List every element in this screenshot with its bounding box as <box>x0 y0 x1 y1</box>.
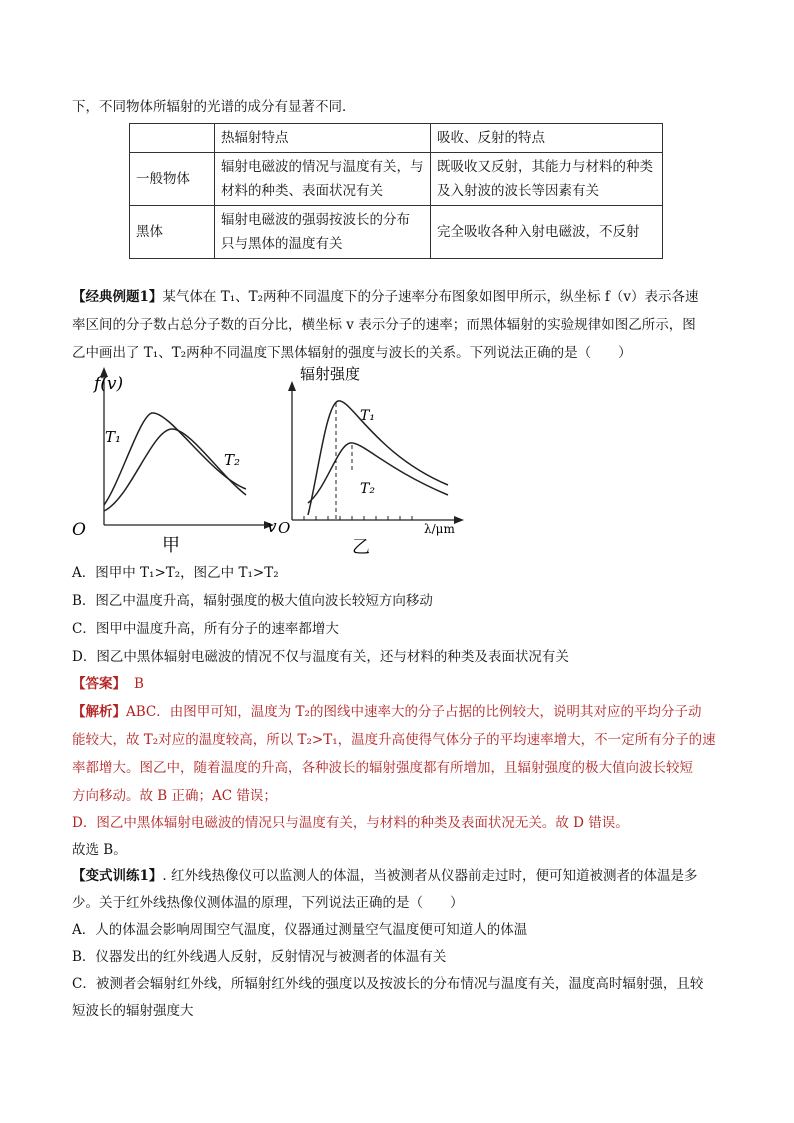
cell-line: 及入射波的波长等因素有关 <box>437 183 599 199</box>
table-cell-thermal <box>215 153 431 206</box>
example-text: 某气体在 T₁、T₂两种不同温度下的分子速率分布图象如图甲所示，纵坐标 f（v）表示各速 <box>162 289 699 305</box>
figure-speed-distribution <box>70 365 285 560</box>
table-header-row <box>130 124 663 153</box>
table-header-cell: 吸收、反射的特点 <box>431 124 663 153</box>
table-cell-absorb <box>431 153 663 206</box>
table-header-cell <box>130 124 215 153</box>
origin-label: O <box>278 519 291 537</box>
variant-line-1 <box>72 866 698 886</box>
y-axis-label: f(v) <box>94 374 124 394</box>
curve-label-t2: T₂ <box>224 451 241 469</box>
analysis-text: ABC．由图甲可知，温度为 T₂的图线中速率大的分子占据的比例较大，说明其对应的平均分子动 <box>126 704 702 720</box>
figure-blackbody-radiation <box>276 365 466 560</box>
analysis-line-4: 方向移动。故 B 正确；AC 错误； <box>72 788 277 804</box>
comparison-table <box>129 123 663 259</box>
analysis-line-3: 率都增大。图乙中，随着温度的升高，各种波长的辐射强度都有所增加，且辐射强度的极大值向波长较短 <box>72 760 693 776</box>
option-a: A．图甲中 T₁>T₂，图乙中 T₁>T₂ <box>72 565 279 581</box>
curve-label-t1: T₁ <box>105 428 122 446</box>
cell-line: 辐射电磁波的强弱按波长的分布 <box>221 212 410 228</box>
example-line-1 <box>72 287 698 307</box>
variant-line-2: 少。关于红外线热像仪测体温的原理，下列说法正确的是（ ） <box>72 895 464 911</box>
analysis-line-2: 能较大，故 T₂对应的温度较高，所以 T₂>T₁，温度升高使得气体分子的平均速率增大，不一定所有分子的速 <box>72 732 716 748</box>
answer-tag: 【答案】 <box>72 676 126 692</box>
variant-tag: 【变式训练1】 <box>72 868 163 884</box>
variant-option-b: B．仪器发出的红外线遇人反射，反射情况与被测者的体温有关 <box>72 949 447 965</box>
x-axis-label: v <box>267 517 277 537</box>
table-row <box>130 153 663 206</box>
x-axis-arrow <box>454 516 464 524</box>
table-cell-name: 黑体 <box>130 206 215 259</box>
y-axis-label: 辐射强度 <box>300 365 361 383</box>
answer-line <box>72 674 144 694</box>
analysis-conclusion: 故选 B。 <box>72 842 127 858</box>
variant-text: . 红外线热像仪可以监测人的体温，当被测者从仪器前走过时，便可知道被测者的体温是多 <box>162 868 698 884</box>
cell-line: 材料的种类、表面状况有关 <box>221 183 383 199</box>
example-line-2: 率区间的分子数占总分子数的百分比，横坐标 v 表示分子的速率；而黑体辐射的实验规律如图乙所示，图 <box>72 317 696 333</box>
figure-caption: 乙 <box>352 537 370 558</box>
cell-line: 辐射电磁波的情况与温度有关，与 <box>221 159 424 175</box>
variant-option-a: A．人的体温会影响周围空气温度，仪器通过测量空气温度便可知道人的体温 <box>72 922 528 938</box>
table-header-cell: 热辐射特点 <box>215 124 431 153</box>
option-c: C．图甲中温度升高，所有分子的速率都增大 <box>72 621 339 637</box>
example-tag: 【经典例题1】 <box>72 289 163 305</box>
curve-t2 <box>308 443 448 503</box>
example-line-3: 乙中画出了 T₁、T₂两种不同温度下黑体辐射的强度与波长的关系。下列说法正确的是（ ） <box>72 345 632 361</box>
curve-label-t2: T₂ <box>360 481 375 497</box>
cell-line: 完全吸收各种入射电磁波，不反射 <box>437 224 640 240</box>
origin-label: O <box>72 520 86 540</box>
variant-option-c: C．被测者会辐射红外线，所辐射红外线的强度以及按波长的分布情况与温度有关，温度高时辐射强，且较 <box>72 976 704 992</box>
analysis-line-5: D．图乙中黑体辐射电磁波的情况只与温度有关，与材料的种类及表面状况无关。故 D 错误。 <box>72 815 629 831</box>
curve-t2 <box>104 429 246 511</box>
table-row <box>130 206 663 259</box>
variant-option-c-cont: 短波长的辐射强度大 <box>72 1003 194 1019</box>
analysis-line-1 <box>72 702 701 722</box>
y-axis-arrow <box>288 381 296 391</box>
table-cell-name: 一般物体 <box>130 153 215 206</box>
x-axis-label: λ/μm <box>424 522 455 536</box>
option-b: B．图乙中温度升高，辐射强度的极大值向波长较短方向移动 <box>72 593 433 609</box>
table-cell-absorb <box>431 206 663 259</box>
table-cell-thermal <box>215 206 431 259</box>
cell-line: 只与黑体的温度有关 <box>221 236 343 252</box>
curve-label-t1: T₁ <box>360 408 375 424</box>
option-d: D．图乙中黑体辐射电磁波的情况不仅与温度有关，还与材料的种类及表面状况有关 <box>72 649 569 665</box>
figure-caption: 甲 <box>162 535 180 556</box>
cell-line: 既吸收又反射，其能力与材料的种类 <box>437 159 653 175</box>
analysis-tag: 【解析】 <box>72 704 126 720</box>
intro-line: 下，不同物体所辐射的光谱的成分有显著不同． <box>72 99 356 115</box>
answer-value: B <box>134 676 144 692</box>
